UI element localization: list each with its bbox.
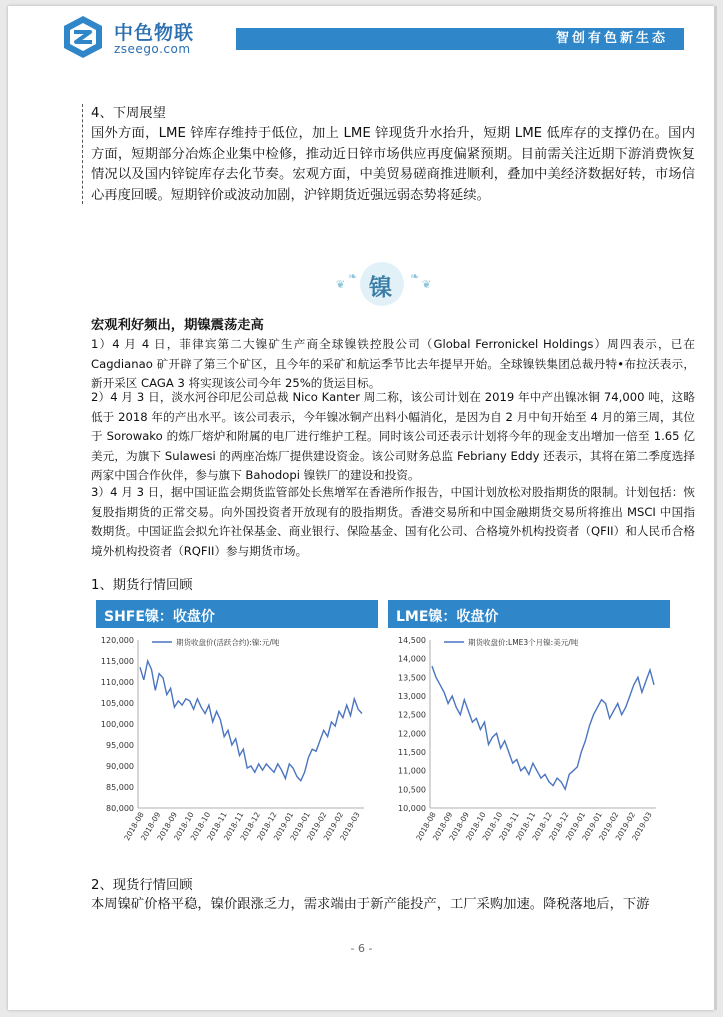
- y-tick-label: 11,000: [398, 766, 426, 776]
- slogan-banner: 智创有色新生态: [236, 28, 684, 50]
- x-tick-label: 2018-12: [238, 810, 263, 843]
- leaf-left-icon: ❦: [336, 278, 346, 291]
- x-tick-label: 2018-09: [155, 810, 179, 843]
- x-tick-label: 2018-10: [480, 810, 505, 843]
- x-tick-label: 2019-03: [630, 810, 654, 843]
- y-tick-label: 12,500: [398, 710, 426, 720]
- lme-nickel-chart: [388, 600, 670, 858]
- y-tick-label: 14,000: [398, 654, 426, 664]
- series-line: [140, 661, 362, 781]
- spot-paragraph: 本周镍矿价格平稳，镍价跟涨乏力，需求端由于新产能投产，工厂采购加速。降税落地后，下游: [91, 897, 650, 912]
- y-tick-label: 80,000: [106, 804, 134, 813]
- chart-title: LME镍：收盘价: [396, 609, 499, 625]
- y-tick-label: 100,000: [100, 720, 134, 729]
- y-tick-label: 115,000: [100, 657, 134, 666]
- x-tick-label: 2018-10: [188, 810, 213, 843]
- leaf-right-icon: ❦: [422, 278, 432, 291]
- x-tick-label: 2019-01: [271, 810, 296, 843]
- page-edge: [714, 6, 717, 1010]
- x-tick-label: 2018-08: [122, 810, 146, 843]
- margin-marker: [82, 104, 83, 204]
- x-tick-label: 2018-10: [172, 810, 196, 843]
- x-tick-label: 2019-02: [305, 810, 329, 843]
- spot-heading: 2、现货行情回顾: [91, 878, 193, 893]
- nickel-char: 镍: [369, 275, 392, 301]
- y-tick-label: 10,500: [398, 785, 426, 795]
- x-tick-label: 2018-10: [464, 810, 488, 843]
- page-number: - 6 -: [350, 942, 373, 955]
- nickel-heading: 宏观利好频出，期镍震荡走高: [91, 318, 264, 333]
- x-tick-label: 2018-09: [138, 810, 163, 843]
- leaf-right-small-icon: ❧: [410, 270, 420, 283]
- x-tick-label: 2018-11: [221, 810, 246, 843]
- outlook-heading: 4、下周展望: [91, 106, 166, 121]
- x-tick-label: 2019-01: [288, 810, 312, 843]
- x-tick-label: 2019-02: [613, 810, 638, 843]
- x-tick-label: 2018-11: [205, 810, 229, 843]
- y-tick-label: 10,000: [398, 804, 426, 813]
- y-tick-label: 120,000: [100, 636, 134, 645]
- y-tick-label: 12,000: [398, 729, 426, 739]
- x-tick-label: 2019-02: [597, 810, 621, 843]
- y-tick-label: 11,500: [398, 748, 426, 757]
- x-tick-label: 2018-11: [497, 810, 521, 843]
- logo-chinese-name: 中色物联: [114, 22, 195, 44]
- futures-heading: 1、期货行情回顾: [91, 578, 193, 593]
- y-tick-label: 13,000: [398, 692, 426, 701]
- y-tick-label: 90,000: [106, 762, 134, 771]
- legend-label: 期货收盘价:LME3个月镍:美元/吨: [468, 638, 579, 647]
- nickel-news-1: 1）4 月 4 日，菲律宾第二大镍矿生产商全球镍铁控股公司（Global Ferronickel Holdings）周四表示，已在 Cagdianao 矿开辟了第三个矿区，且今年的采矿和航运季节比去年提早开始。全球镍铁集团总裁丹特•布拉沃表示，新开采区 CAGA 3 将实现该公司今年 25%的货运目标。: [91, 337, 695, 390]
- y-tick-label: 95,000: [106, 741, 134, 750]
- chart-title: SHFE镍：收盘价: [104, 609, 215, 625]
- y-tick-label: 14,500: [398, 636, 426, 645]
- leaf-left-small-icon: ❧: [348, 270, 358, 283]
- page-header: [60, 14, 692, 64]
- x-tick-label: 2019-01: [563, 810, 588, 843]
- x-tick-label: 2018-09: [447, 810, 471, 843]
- nickel-news-2: 2）4 月 3 日，淡水河谷印尼公司总裁 Nico Kanter 周二称，该公司计划在 2019 年中产出镍冰铜 74,000 吨，这略低于 2018 年的产出水平。该公司表示，今年镍冰铜产出料小幅消化，是因为自 2 月中旬开始至 4 月的第三周，其位于 Sorowako 的炼厂熔炉和附属的电厂进行维护工程。同时该公司还表示计划将今年的现金支出增加一倍至 1.65 亿美元，为旗下 Sulawesi 的两座冶炼厂提供建设资金。该公司财务总监 Febriany Eddy 还表示，其将在第二季度选择两家中国合作伙伴，参与旗下 Bahodopi 镍铁厂的建设和投资。: [91, 390, 695, 482]
- x-tick-label: 2018-08: [414, 810, 438, 843]
- x-tick-label: 2018-12: [547, 810, 571, 843]
- x-tick-label: 2018-12: [255, 810, 279, 843]
- x-tick-label: 2018-11: [513, 810, 538, 843]
- zseego-logo-icon: [60, 14, 106, 60]
- legend-label: 期货收盘价(活跃合约):镍:元/吨: [176, 638, 280, 647]
- series-line: [432, 666, 654, 789]
- y-tick-label: 13,500: [398, 673, 426, 683]
- y-tick-label: 105,000: [100, 699, 134, 708]
- nickel-news-3: 3）4 月 3 日，据中国证监会期货监管部处长焦增军在香港所作报告，中国计划放松对股指期货的限制。计划包括：恢复股指期货的正常交易。向外国投资者开放现有的股指期货。香港交易所和中国金融期货交易所将推出 MSCI 中国指数期货。中国证监会拟允许社保基金、商业银行、保险基金、国有化公司、合格境外机构投资者（QFII）和人民币合格境外机构投资者（RQFII）参与期货市场。: [91, 485, 695, 558]
- chart-plot: [388, 628, 670, 858]
- y-tick-label: 85,000: [106, 783, 134, 792]
- x-tick-label: 2019-01: [580, 810, 604, 843]
- x-tick-label: 2019-03: [338, 810, 362, 843]
- chart-plot: [96, 628, 378, 858]
- nickel-section-badge: [336, 268, 442, 302]
- y-tick-label: 110,000: [100, 678, 134, 687]
- shfe-nickel-chart: [96, 600, 378, 858]
- logo-domain: zseego.com: [114, 42, 191, 56]
- x-tick-label: 2019-02: [321, 810, 346, 843]
- x-tick-label: 2018-12: [530, 810, 555, 843]
- outlook-paragraph: 国外方面，LME 锌库存维持于低位，加上 LME 锌现货升水抬升，短期 LME 低库存的支撑仍在。国内方面，短期部分冶炼企业集中检修，推动近日锌市场供应再度偏紧预期。目前需关注近期下游消费恢复情况以及国内锌锭库存去化节奏。宏观方面，中美贸易磋商推进顺利，叠加中美经济数据好转，市场信心再度回暖。短期锌价或波动加剧，沪锌期货近强远弱态势将延续。: [91, 126, 695, 203]
- x-tick-label: 2018-09: [430, 810, 455, 843]
